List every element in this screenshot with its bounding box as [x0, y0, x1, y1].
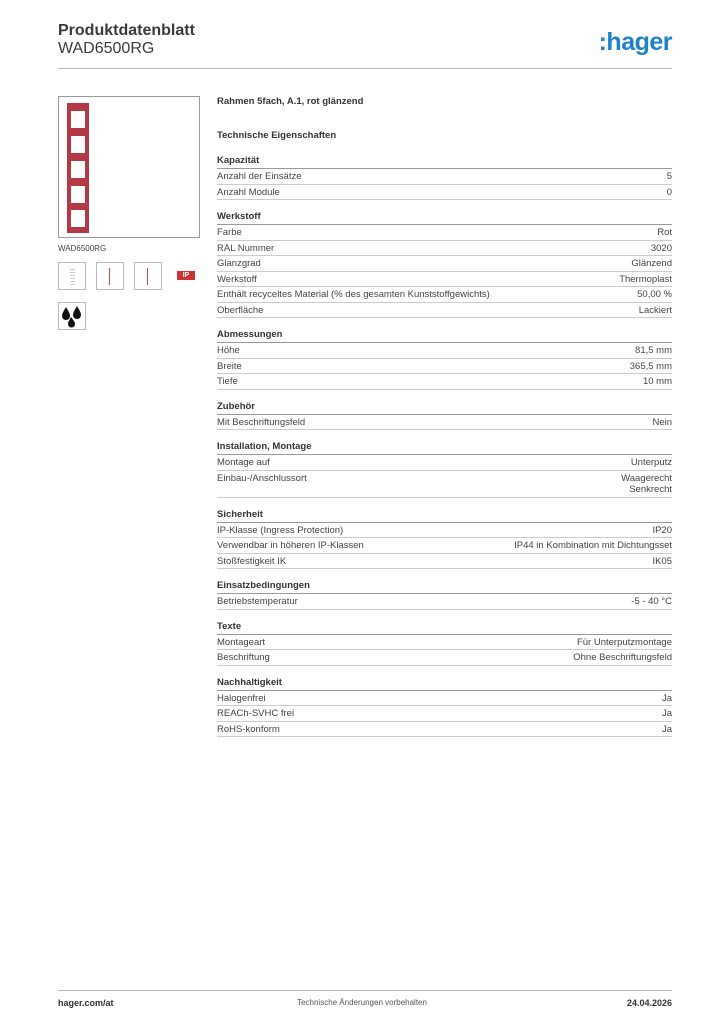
spec-row: [217, 554, 672, 570]
section-title: Abmessungen: [217, 328, 672, 343]
spec-row: [217, 256, 672, 272]
footer-divider: [58, 990, 672, 991]
spec-row: [217, 722, 672, 738]
spec-row: [217, 691, 672, 707]
spec-section: [217, 400, 672, 431]
frame-line-icon: [96, 262, 124, 290]
spec-label: Werkstoff: [217, 273, 257, 285]
spec-value: 5: [666, 171, 672, 182]
frame-opening: [71, 186, 85, 203]
tech-heading: Technische Eigenschaften: [217, 130, 337, 141]
spec-value: Für Unterputzmontage: [576, 636, 672, 648]
spec-value: -5 - 40 °C: [631, 596, 672, 607]
spec-label: Halogenfrei: [217, 692, 266, 704]
spec-value: Nein: [652, 416, 672, 428]
spec-sections: [217, 154, 672, 737]
spec-content: [217, 96, 672, 737]
spec-value: 3020: [650, 242, 672, 254]
page-title: Produktdatenblatt: [58, 22, 195, 39]
ip-rating-icon: IP: [172, 262, 200, 290]
spec-row: [217, 650, 672, 666]
section-title: Nachhaltigkeit: [217, 676, 672, 691]
hager-logo[interactable]: :hager: [598, 28, 672, 56]
spec-section: [217, 154, 672, 200]
frame-line-icon: [134, 262, 162, 290]
section-title: Werkstoff: [217, 210, 672, 225]
spec-value: Ja: [661, 708, 672, 719]
spec-row: [217, 303, 672, 319]
spec-label: Tiefe: [217, 376, 238, 387]
footer-note: Technische Änderungen vorbehalten: [297, 998, 427, 1007]
spec-value: Glänzend: [631, 258, 672, 269]
footer-date: 24.04.2026: [626, 998, 672, 1008]
spec-label: RoHS-konform: [217, 723, 280, 735]
section-title: Zubehör: [217, 400, 672, 415]
spec-value: 81,5 mm: [635, 345, 672, 356]
frame-opening: [71, 111, 85, 128]
footer-url[interactable]: hager.com/at: [58, 998, 114, 1008]
spec-label: Anzahl Module: [217, 186, 280, 198]
spec-label: Farbe: [217, 227, 242, 238]
spec-value: Ja: [661, 723, 672, 735]
spec-label: Verwendbar in höheren IP-Klassen: [217, 540, 364, 551]
spec-value: Ohne Beschriftungsfeld: [573, 652, 672, 663]
spec-label: REACh-SVHC frei: [217, 708, 295, 719]
spec-row: [217, 359, 672, 375]
section-title: Texte: [217, 620, 672, 635]
spec-row: [217, 343, 672, 359]
spec-value: 10 mm: [642, 376, 672, 387]
spec-value: Ja: [661, 692, 672, 704]
spec-row: [217, 241, 672, 257]
spec-label: RAL Nummer: [217, 242, 275, 254]
spec-row: [217, 706, 672, 722]
spec-section: [217, 676, 672, 738]
spec-value: IK05: [652, 555, 672, 567]
spec-value: Waagerecht Senkrecht: [621, 472, 672, 495]
section-title: Sicherheit: [217, 508, 672, 523]
spec-row: [217, 374, 672, 390]
section-title: Kapazität: [217, 154, 672, 169]
spec-value: Thermoplast: [619, 273, 672, 285]
spec-label: Montageart: [217, 636, 266, 648]
spec-label: Stoßfestigkeit IK: [217, 555, 287, 567]
spec-label: Anzahl der Einsätze: [217, 171, 302, 182]
spec-section: [217, 579, 672, 610]
spec-label: Einbau-/Anschlussort: [217, 472, 307, 484]
spec-row: [217, 185, 672, 201]
section-title: Installation, Montage: [217, 440, 672, 455]
header-divider: [58, 68, 672, 69]
spec-value: Rot: [657, 227, 672, 238]
spec-row: [217, 287, 672, 303]
mounting-flush-icon: [58, 262, 86, 290]
product-name: Rahmen 5fach, A.1, rot glänzend: [217, 96, 364, 107]
spec-label: Höhe: [217, 345, 240, 356]
spec-label: Oberfläche: [217, 304, 264, 316]
frame-opening: [71, 136, 85, 153]
spec-value: Lackiert: [638, 304, 672, 316]
spec-label: IP-Klasse (Ingress Protection): [217, 524, 344, 536]
product-image-caption: WAD6500RG: [58, 244, 107, 253]
spec-section: [217, 620, 672, 666]
product-image: [58, 96, 200, 238]
spec-row: [217, 471, 672, 498]
spec-value: 50,00 %: [637, 289, 672, 300]
spec-section: [217, 328, 672, 390]
spec-value: 0: [666, 186, 672, 198]
spec-row: [217, 538, 672, 554]
spec-row: [217, 415, 672, 431]
spec-label: Breite: [217, 360, 242, 372]
frame-opening: [71, 210, 85, 227]
spec-value: IP44 in Kombination mit Dichtungsset: [514, 540, 672, 551]
drops-icon: [58, 302, 86, 330]
spec-row: [217, 455, 672, 471]
frame-graphic: [67, 103, 89, 233]
spec-section: [217, 508, 672, 570]
spec-row: [217, 523, 672, 539]
article-number: WAD6500RG: [58, 40, 155, 57]
spec-section: [217, 440, 672, 498]
spec-value: 365,5 mm: [629, 360, 672, 372]
spec-label: Glanzgrad: [217, 258, 261, 269]
spec-label: Beschriftung: [217, 652, 270, 663]
spec-row: [217, 272, 672, 288]
spec-label: Betriebstemperatur: [217, 596, 298, 607]
spec-label: Enthält recyceltes Material (% des gesamten Kunststoffgewichts): [217, 289, 490, 300]
spec-row: [217, 169, 672, 185]
spec-section: [217, 210, 672, 318]
frame-opening: [71, 161, 85, 178]
spec-label: Mit Beschriftungsfeld: [217, 416, 306, 428]
spec-value: IP20: [652, 524, 672, 536]
spec-row: [217, 635, 672, 651]
spec-row: [217, 225, 672, 241]
spec-row: [217, 594, 672, 610]
section-title: Einsatzbedingungen: [217, 579, 672, 594]
spec-value: Unterputz: [630, 457, 672, 468]
spec-label: Montage auf: [217, 457, 270, 468]
